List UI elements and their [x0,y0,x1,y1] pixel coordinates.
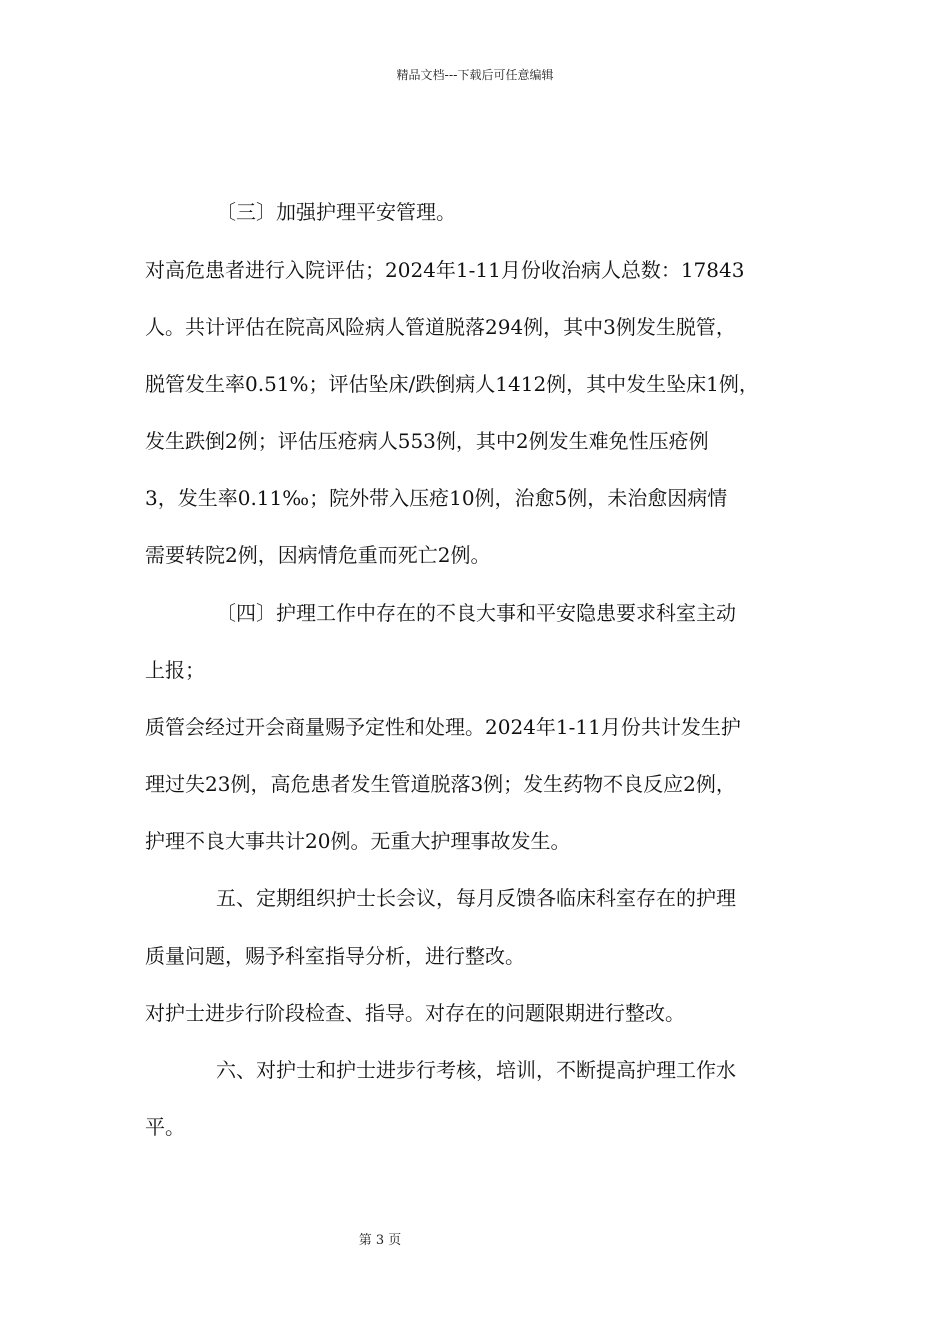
paragraph-line: 质管会经过开会商量赐予定性和处理。2024年1-11月份共计发生护 [145,715,741,739]
paragraph-line: 人。共计评估在院高风险病人管道脱落294例，其中3例发生脱管， [145,315,736,339]
page-header: 精品文档---下载后可任意编辑 [396,68,554,82]
paragraph-line: 3，发生率0.11‰；院外带入压疮10例，治愈5例，未治愈因病情 [145,486,728,510]
section-4-heading: 〔四〕护理工作中存在的不良大事和平安隐患要求科室主动 [216,601,736,625]
paragraph-line: 对高危患者进行入院评估；2024年1-11月份收治病人总数：17843 [145,258,745,282]
paragraph-line: 脱管发生率0.51%；评估坠床/跌倒病人1412例，其中发生坠床1例， [145,372,759,396]
paragraph-line: 发生跌倒2例；评估压疮病人553例，其中2例发生难免性压疮例 [145,429,709,453]
section-3-heading: 〔三〕加强护理平安管理。 [216,200,456,224]
paragraph-line: 护理不良大事共计20例。无重大护理事故发生。 [145,829,571,853]
page-number: 第 3 页 [358,1233,402,1248]
paragraph-line: 质量问题，赐予科室指导分析，进行整改。 [145,944,525,968]
paragraph-line: 理过失23例，高危患者发生管道脱落3例；发生药物不良反应2例， [145,772,736,796]
paragraph-line: 需要转院2例，因病情危重而死亡2例。 [145,543,491,567]
section-6-heading: 六、对护士和护士进步行考核，培训，不断提高护理工作水 [216,1058,736,1082]
paragraph-line: 平。 [145,1115,185,1139]
paragraph-line: 对护士进步行阶段检查、指导。对存在的问题限期进行整改。 [145,1001,685,1025]
paragraph-line: 上报； [145,658,205,682]
section-5-heading: 五、定期组织护士长会议，每月反馈各临床科室存在的护理 [216,886,736,910]
